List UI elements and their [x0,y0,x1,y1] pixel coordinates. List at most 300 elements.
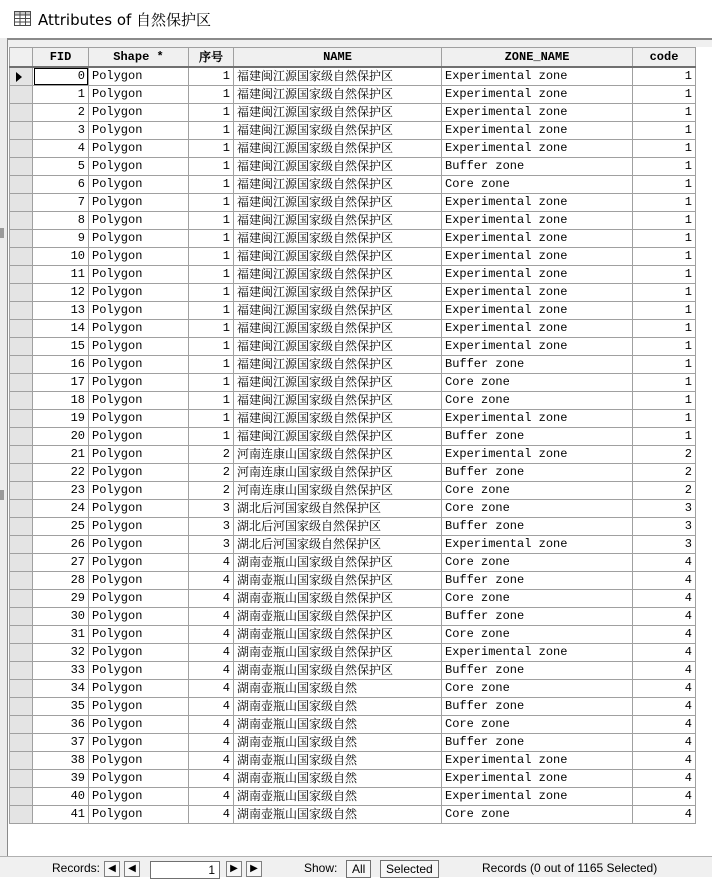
shape-cell[interactable]: Polygon [89,662,189,680]
xuhao-cell[interactable]: 4 [189,680,234,698]
row-selector[interactable] [10,176,33,194]
fid-cell[interactable]: 26 [33,536,89,554]
row-selector[interactable] [10,230,33,248]
xuhao-cell[interactable]: 2 [189,446,234,464]
shape-cell[interactable]: Polygon [89,770,189,788]
zone-name-cell[interactable]: Buffer zone [442,158,633,176]
code-cell[interactable]: 2 [633,446,696,464]
code-cell[interactable]: 1 [633,284,696,302]
code-cell[interactable]: 4 [633,572,696,590]
xuhao-cell[interactable]: 4 [189,644,234,662]
xuhao-cell[interactable]: 1 [189,338,234,356]
name-cell[interactable]: 福建闽江源国家级自然保护区 [234,67,442,86]
code-cell[interactable]: 1 [633,230,696,248]
zone-name-cell[interactable]: Buffer zone [442,518,633,536]
column-header-xuhao[interactable] [189,48,234,68]
name-cell[interactable]: 湖南壶瓶山国家级自然保护区 [234,644,442,662]
shape-cell[interactable]: Polygon [89,338,189,356]
fid-cell[interactable]: 25 [33,518,89,536]
shape-cell[interactable]: Polygon [89,86,189,104]
table-row[interactable] [10,122,696,140]
zone-name-cell[interactable]: Buffer zone [442,464,633,482]
table-row[interactable] [10,806,696,824]
code-cell[interactable]: 2 [633,482,696,500]
table-row[interactable] [10,194,696,212]
name-cell[interactable]: 湖南壶瓶山国家级自然 [234,734,442,752]
shape-cell[interactable]: Polygon [89,608,189,626]
code-cell[interactable]: 4 [633,752,696,770]
shape-cell[interactable]: Polygon [89,374,189,392]
fid-cell[interactable]: 6 [33,176,89,194]
name-cell[interactable]: 湖南壶瓶山国家级自然保护区 [234,608,442,626]
name-cell[interactable]: 福建闽江源国家级自然保护区 [234,212,442,230]
fid-cell[interactable]: 2 [33,104,89,122]
xuhao-cell[interactable]: 1 [189,266,234,284]
xuhao-cell[interactable]: 1 [189,356,234,374]
table-row[interactable] [10,698,696,716]
fid-cell[interactable]: 36 [33,716,89,734]
code-cell[interactable]: 4 [633,590,696,608]
column-header-zone-name[interactable] [442,48,633,68]
xuhao-cell[interactable]: 1 [189,176,234,194]
first-record-button[interactable]: ◀ [104,861,120,877]
row-selector[interactable] [10,104,33,122]
zone-name-cell[interactable]: Experimental zone [442,194,633,212]
row-selector[interactable] [10,86,33,104]
code-cell[interactable]: 1 [633,374,696,392]
zone-name-cell[interactable]: Experimental zone [442,410,633,428]
name-cell[interactable]: 福建闽江源国家级自然保护区 [234,338,442,356]
name-cell[interactable]: 福建闽江源国家级自然保护区 [234,122,442,140]
code-cell[interactable]: 1 [633,176,696,194]
table-row[interactable] [10,572,696,590]
xuhao-cell[interactable]: 1 [189,392,234,410]
table-row[interactable] [10,500,696,518]
row-selector[interactable] [10,446,33,464]
xuhao-cell[interactable]: 4 [189,734,234,752]
row-selector[interactable] [10,266,33,284]
name-cell[interactable]: 福建闽江源国家级自然保护区 [234,356,442,374]
fid-cell[interactable]: 38 [33,752,89,770]
zone-name-cell[interactable]: Experimental zone [442,338,633,356]
row-selector-header[interactable] [10,48,33,68]
fid-cell[interactable]: 0 [33,67,89,86]
table-row[interactable] [10,608,696,626]
zone-name-cell[interactable]: Experimental zone [442,266,633,284]
zone-name-cell[interactable]: Experimental zone [442,284,633,302]
xuhao-cell[interactable]: 3 [189,536,234,554]
shape-cell[interactable]: Polygon [89,734,189,752]
name-cell[interactable]: 福建闽江源国家级自然保护区 [234,140,442,158]
fid-cell[interactable]: 24 [33,500,89,518]
table-row[interactable] [10,734,696,752]
zone-name-cell[interactable]: Buffer zone [442,572,633,590]
shape-cell[interactable]: Polygon [89,626,189,644]
fid-cell[interactable]: 21 [33,446,89,464]
row-selector[interactable] [10,374,33,392]
zone-name-cell[interactable]: Core zone [442,626,633,644]
show-selected-button[interactable]: Selected [380,860,439,878]
fid-cell[interactable]: 31 [33,626,89,644]
code-cell[interactable]: 1 [633,158,696,176]
row-selector[interactable] [10,140,33,158]
code-cell[interactable]: 1 [633,67,696,86]
row-selector[interactable] [10,590,33,608]
name-cell[interactable]: 福建闽江源国家级自然保护区 [234,230,442,248]
code-cell[interactable]: 2 [633,464,696,482]
row-selector[interactable] [10,788,33,806]
table-row[interactable] [10,86,696,104]
fid-cell[interactable]: 27 [33,554,89,572]
code-cell[interactable]: 3 [633,500,696,518]
xuhao-cell[interactable]: 3 [189,518,234,536]
fid-cell[interactable]: 32 [33,644,89,662]
fid-cell[interactable]: 20 [33,428,89,446]
fid-cell[interactable]: 34 [33,680,89,698]
shape-cell[interactable]: Polygon [89,752,189,770]
code-cell[interactable]: 4 [633,716,696,734]
table-row[interactable] [10,536,696,554]
xuhao-cell[interactable]: 4 [189,770,234,788]
xuhao-cell[interactable]: 1 [189,230,234,248]
fid-cell[interactable]: 11 [33,266,89,284]
code-cell[interactable]: 3 [633,518,696,536]
table-row[interactable] [10,644,696,662]
code-cell[interactable]: 4 [633,608,696,626]
code-cell[interactable]: 4 [633,662,696,680]
zone-name-cell[interactable]: Experimental zone [442,770,633,788]
name-cell[interactable]: 湖南壶瓶山国家级自然 [234,680,442,698]
row-selector[interactable] [10,122,33,140]
zone-name-cell[interactable]: Core zone [442,680,633,698]
code-cell[interactable]: 1 [633,302,696,320]
code-cell[interactable]: 4 [633,554,696,572]
table-row[interactable] [10,518,696,536]
shape-cell[interactable]: Polygon [89,320,189,338]
code-cell[interactable]: 1 [633,410,696,428]
name-cell[interactable]: 福建闽江源国家级自然保护区 [234,410,442,428]
xuhao-cell[interactable]: 1 [189,104,234,122]
table-row[interactable] [10,320,696,338]
fid-cell[interactable]: 17 [33,374,89,392]
zone-name-cell[interactable]: Experimental zone [442,230,633,248]
shape-cell[interactable]: Polygon [89,158,189,176]
code-cell[interactable]: 1 [633,266,696,284]
table-row[interactable] [10,104,696,122]
code-cell[interactable]: 1 [633,320,696,338]
row-selector[interactable] [10,158,33,176]
table-row[interactable] [10,284,696,302]
table-row[interactable] [10,392,696,410]
shape-cell[interactable]: Polygon [89,716,189,734]
splitter-handle[interactable] [0,228,4,238]
xuhao-cell[interactable]: 1 [189,67,234,86]
xuhao-cell[interactable]: 4 [189,716,234,734]
fid-cell[interactable]: 23 [33,482,89,500]
zone-name-cell[interactable]: Experimental zone [442,67,633,86]
table-row[interactable] [10,482,696,500]
fid-cell[interactable]: 22 [33,464,89,482]
name-cell[interactable]: 湖北后河国家级自然保护区 [234,536,442,554]
row-selector[interactable] [10,338,33,356]
code-cell[interactable]: 1 [633,194,696,212]
name-cell[interactable]: 湖南壶瓶山国家级自然 [234,770,442,788]
code-cell[interactable]: 1 [633,104,696,122]
xuhao-cell[interactable]: 1 [189,410,234,428]
name-cell[interactable]: 福建闽江源国家级自然保护区 [234,392,442,410]
shape-cell[interactable]: Polygon [89,176,189,194]
code-cell[interactable]: 1 [633,338,696,356]
zone-name-cell[interactable]: Experimental zone [442,86,633,104]
code-cell[interactable]: 4 [633,680,696,698]
zone-name-cell[interactable]: Core zone [442,716,633,734]
shape-cell[interactable]: Polygon [89,194,189,212]
xuhao-cell[interactable]: 1 [189,302,234,320]
shape-cell[interactable]: Polygon [89,284,189,302]
zone-name-cell[interactable]: Core zone [442,392,633,410]
xuhao-cell[interactable]: 1 [189,194,234,212]
table-row[interactable] [10,590,696,608]
fid-cell[interactable]: 3 [33,122,89,140]
zone-name-cell[interactable]: Experimental zone [442,320,633,338]
fid-cell[interactable]: 28 [33,572,89,590]
shape-cell[interactable]: Polygon [89,518,189,536]
splitter-handle[interactable] [0,490,4,500]
xuhao-cell[interactable]: 1 [189,374,234,392]
row-selector[interactable] [10,428,33,446]
row-selector[interactable] [10,500,33,518]
show-all-button[interactable]: All [346,860,371,878]
xuhao-cell[interactable]: 1 [189,284,234,302]
zone-name-cell[interactable]: Core zone [442,374,633,392]
table-row[interactable] [10,410,696,428]
table-row[interactable] [10,626,696,644]
table-row[interactable] [10,176,696,194]
table-row[interactable] [10,230,696,248]
name-cell[interactable]: 福建闽江源国家级自然保护区 [234,428,442,446]
name-cell[interactable]: 湖南壶瓶山国家级自然 [234,806,442,824]
xuhao-cell[interactable]: 2 [189,482,234,500]
name-cell[interactable]: 湖南壶瓶山国家级自然保护区 [234,554,442,572]
xuhao-cell[interactable]: 1 [189,320,234,338]
shape-cell[interactable]: Polygon [89,122,189,140]
zone-name-cell[interactable]: Experimental zone [442,104,633,122]
fid-cell[interactable]: 1 [33,86,89,104]
shape-cell[interactable]: Polygon [89,428,189,446]
shape-cell[interactable]: Polygon [89,500,189,518]
table-row[interactable] [10,248,696,266]
previous-record-button[interactable]: ◀ [124,861,140,877]
name-cell[interactable]: 湖南壶瓶山国家级自然保护区 [234,626,442,644]
name-cell[interactable]: 湖南壶瓶山国家级自然保护区 [234,572,442,590]
name-cell[interactable]: 湖北后河国家级自然保护区 [234,518,442,536]
table-row[interactable] [10,770,696,788]
fid-cell[interactable]: 33 [33,662,89,680]
fid-cell[interactable]: 8 [33,212,89,230]
table-row[interactable] [10,752,696,770]
zone-name-cell[interactable]: Experimental zone [442,302,633,320]
zone-name-cell[interactable]: Core zone [442,500,633,518]
name-cell[interactable]: 福建闽江源国家级自然保护区 [234,86,442,104]
xuhao-cell[interactable]: 4 [189,662,234,680]
shape-cell[interactable]: Polygon [89,140,189,158]
fid-cell[interactable]: 7 [33,194,89,212]
name-cell[interactable]: 福建闽江源国家级自然保护区 [234,266,442,284]
table-row[interactable] [10,212,696,230]
row-selector[interactable] [10,320,33,338]
code-cell[interactable]: 1 [633,248,696,266]
zone-name-cell[interactable]: Core zone [442,482,633,500]
name-cell[interactable]: 湖北后河国家级自然保护区 [234,500,442,518]
name-cell[interactable]: 湖南壶瓶山国家级自然 [234,788,442,806]
shape-cell[interactable]: Polygon [89,266,189,284]
row-selector[interactable] [10,554,33,572]
code-cell[interactable]: 1 [633,356,696,374]
shape-cell[interactable]: Polygon [89,446,189,464]
zone-name-cell[interactable]: Buffer zone [442,698,633,716]
name-cell[interactable]: 福建闽江源国家级自然保护区 [234,302,442,320]
fid-cell[interactable]: 15 [33,338,89,356]
table-row[interactable] [10,140,696,158]
shape-cell[interactable]: Polygon [89,248,189,266]
row-selector[interactable] [10,194,33,212]
shape-cell[interactable]: Polygon [89,644,189,662]
zone-name-cell[interactable]: Experimental zone [442,752,633,770]
shape-cell[interactable]: Polygon [89,554,189,572]
name-cell[interactable]: 福建闽江源国家级自然保护区 [234,158,442,176]
zone-name-cell[interactable]: Buffer zone [442,428,633,446]
row-selector[interactable] [10,302,33,320]
code-cell[interactable]: 4 [633,788,696,806]
table-row[interactable] [10,446,696,464]
row-selector[interactable] [10,698,33,716]
zone-name-cell[interactable]: Experimental zone [442,248,633,266]
name-cell[interactable]: 湖南壶瓶山国家级自然保护区 [234,590,442,608]
row-selector[interactable] [10,644,33,662]
name-cell[interactable]: 福建闽江源国家级自然保护区 [234,284,442,302]
xuhao-cell[interactable]: 4 [189,698,234,716]
column-header-fid[interactable] [33,48,89,68]
fid-cell[interactable]: 5 [33,158,89,176]
table-row[interactable] [10,158,696,176]
row-selector[interactable] [10,410,33,428]
xuhao-cell[interactable]: 4 [189,752,234,770]
zone-name-cell[interactable]: Experimental zone [442,644,633,662]
shape-cell[interactable]: Polygon [89,104,189,122]
shape-cell[interactable]: Polygon [89,698,189,716]
zone-name-cell[interactable]: Experimental zone [442,788,633,806]
row-selector[interactable] [10,356,33,374]
fid-cell[interactable]: 13 [33,302,89,320]
shape-cell[interactable]: Polygon [89,788,189,806]
xuhao-cell[interactable]: 1 [189,212,234,230]
xuhao-cell[interactable]: 1 [189,158,234,176]
zone-name-cell[interactable]: Experimental zone [442,212,633,230]
last-record-button[interactable]: ▶ [246,861,262,877]
name-cell[interactable]: 福建闽江源国家级自然保护区 [234,176,442,194]
row-selector[interactable] [10,482,33,500]
code-cell[interactable]: 1 [633,212,696,230]
shape-cell[interactable]: Polygon [89,212,189,230]
shape-cell[interactable]: Polygon [89,410,189,428]
name-cell[interactable]: 湖南壶瓶山国家级自然 [234,716,442,734]
row-selector[interactable] [10,770,33,788]
zone-name-cell[interactable]: Experimental zone [442,140,633,158]
row-selector[interactable] [10,284,33,302]
fid-cell[interactable]: 18 [33,392,89,410]
zone-name-cell[interactable]: Buffer zone [442,662,633,680]
row-selector[interactable] [10,734,33,752]
shape-cell[interactable]: Polygon [89,67,189,86]
table-row[interactable] [10,716,696,734]
zone-name-cell[interactable]: Core zone [442,806,633,824]
xuhao-cell[interactable]: 4 [189,806,234,824]
fid-cell[interactable]: 35 [33,698,89,716]
table-row[interactable] [10,374,696,392]
column-header-name[interactable] [234,48,442,68]
name-cell[interactable]: 湖南壶瓶山国家级自然 [234,698,442,716]
shape-cell[interactable]: Polygon [89,680,189,698]
name-cell[interactable]: 福建闽江源国家级自然保护区 [234,104,442,122]
shape-cell[interactable]: Polygon [89,482,189,500]
table-row[interactable] [10,302,696,320]
shape-cell[interactable]: Polygon [89,230,189,248]
table-row[interactable] [10,554,696,572]
zone-name-cell[interactable]: Experimental zone [442,536,633,554]
shape-cell[interactable]: Polygon [89,356,189,374]
fid-cell[interactable]: 19 [33,410,89,428]
table-row[interactable] [10,464,696,482]
xuhao-cell[interactable]: 4 [189,608,234,626]
code-cell[interactable]: 4 [633,734,696,752]
code-cell[interactable]: 4 [633,626,696,644]
name-cell[interactable]: 河南连康山国家级自然保护区 [234,482,442,500]
row-selector[interactable] [10,536,33,554]
row-selector[interactable] [10,572,33,590]
xuhao-cell[interactable]: 1 [189,428,234,446]
fid-cell[interactable]: 29 [33,590,89,608]
code-cell[interactable]: 1 [633,140,696,158]
zone-name-cell[interactable]: Buffer zone [442,356,633,374]
row-selector[interactable] [10,752,33,770]
code-cell[interactable]: 4 [633,806,696,824]
fid-cell[interactable]: 14 [33,320,89,338]
row-selector[interactable] [10,626,33,644]
row-selector[interactable] [10,716,33,734]
code-cell[interactable]: 1 [633,122,696,140]
table-row[interactable] [10,266,696,284]
zone-name-cell[interactable]: Experimental zone [442,122,633,140]
row-selector[interactable] [10,662,33,680]
shape-cell[interactable]: Polygon [89,536,189,554]
table-row[interactable] [10,662,696,680]
xuhao-cell[interactable]: 4 [189,626,234,644]
name-cell[interactable]: 福建闽江源国家级自然保护区 [234,194,442,212]
xuhao-cell[interactable]: 4 [189,590,234,608]
name-cell[interactable]: 福建闽江源国家级自然保护区 [234,248,442,266]
row-selector[interactable] [10,464,33,482]
next-record-button[interactable]: ▶ [226,861,242,877]
code-cell[interactable]: 4 [633,698,696,716]
name-cell[interactable]: 河南连康山国家级自然保护区 [234,446,442,464]
fid-cell[interactable]: 4 [33,140,89,158]
name-cell[interactable]: 湖南壶瓶山国家级自然保护区 [234,662,442,680]
zone-name-cell[interactable]: Core zone [442,590,633,608]
xuhao-cell[interactable]: 3 [189,500,234,518]
xuhao-cell[interactable]: 1 [189,86,234,104]
table-row[interactable] [10,356,696,374]
xuhao-cell[interactable]: 1 [189,122,234,140]
